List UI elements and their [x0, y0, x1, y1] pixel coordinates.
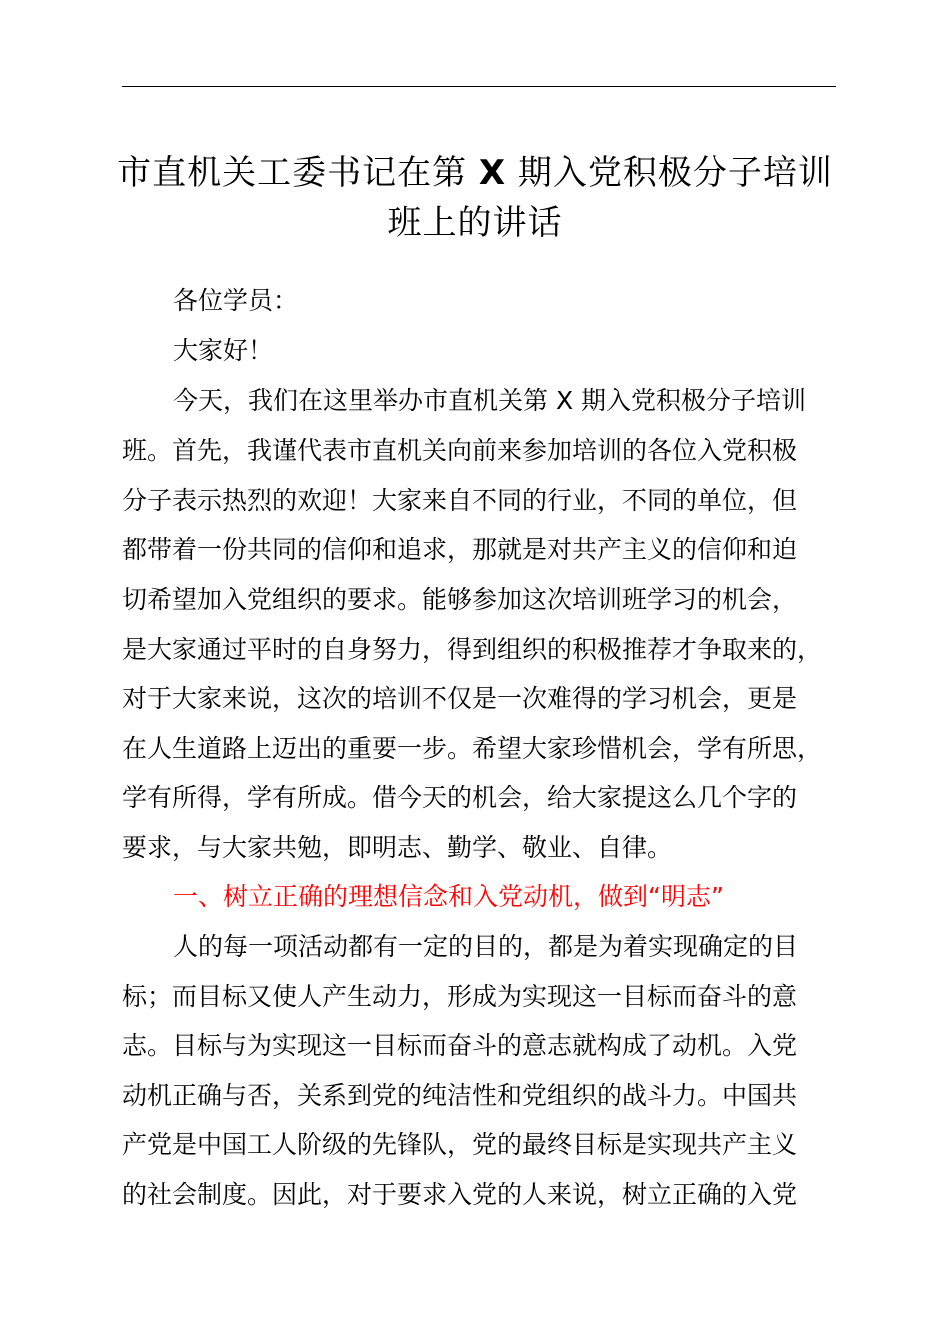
body-line: 志。目标与为实现这一目标而奋斗的意志就构成了动机。入党: [122, 1031, 798, 1060]
body-line: 动机正确与否，关系到党的纯洁性和党组织的战斗力。中国共: [122, 1081, 798, 1110]
body-line: 分子表示热烈的欢迎！大家来自不同的行业，不同的单位，但: [122, 486, 798, 515]
document-title-line-1: [100, 148, 850, 198]
body-line: 是大家通过平时的自身努力，得到组织的积极推荐才争取来的，: [122, 635, 823, 664]
body-line: 学有所得，学有所成。借今天的机会，给大家提这么几个字的: [122, 783, 798, 812]
title-period-x: X: [478, 153, 507, 193]
body-line: 产党是中国工人阶级的先锋队，党的最终目标是实现共产主义: [122, 1130, 798, 1159]
document-title-line-2: 班上的讲话: [387, 203, 563, 243]
greeting: 大家好！: [173, 336, 274, 365]
body-line: 的社会制度。因此，对于要求入党的人来说，树立正确的入党: [122, 1180, 798, 1209]
title-prefix: 市直机关工委书记在第: [117, 153, 479, 193]
body-line: 对于大家来说，这次的培训不仅是一次难得的学习机会，更是: [122, 684, 798, 713]
body-line: 人的每一项活动都有一定的目的，都是为着实现确定的目: [173, 932, 799, 961]
body-line: 标；而目标又使人产生动力，形成为实现这一目标而奋斗的意: [122, 982, 798, 1011]
salutation: 各位学员：: [173, 286, 299, 315]
body-line: 今天，我们在这里举办市直机关第 X 期入党积极分子培训: [173, 386, 807, 415]
title-suffix: 期入党积极分子培训: [506, 153, 833, 193]
section-heading-1: 一、树立正确的理想信念和入党动机，做到“明志”: [173, 882, 724, 911]
body-line: 在人生道路上迈出的重要一步。希望大家珍惜机会，学有所思，: [122, 734, 823, 763]
header-rule: [122, 86, 836, 87]
body-line: 都带着一份共同的信仰和追求，那就是对共产主义的信仰和迫: [122, 535, 798, 564]
body-line: 班。首先，我谨代表市直机关向前来参加培训的各位入党积极: [122, 436, 798, 465]
body-line: 要求，与大家共勉，即明志、勤学、敬业、自律。: [122, 833, 673, 862]
body-line: 切希望加入党组织的要求。能够参加这次培训班学习的机会，: [122, 585, 798, 614]
